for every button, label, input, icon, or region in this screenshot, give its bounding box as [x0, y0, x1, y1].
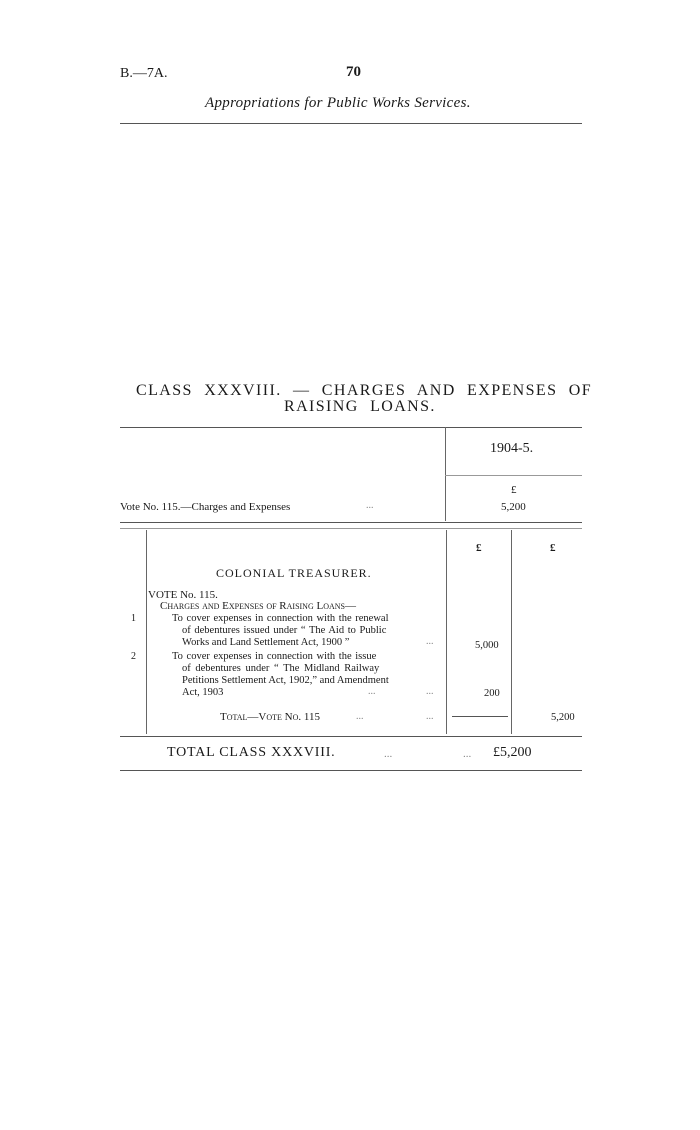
detail-amount-divider-1	[446, 530, 447, 734]
item-1-number: 1	[131, 613, 136, 624]
summary-amount: 5,200	[501, 501, 526, 513]
grand-total-amount: £5,200	[493, 745, 532, 760]
summary-currency: £	[511, 484, 517, 496]
class-title-line-2: RAISING LOANS.	[284, 398, 436, 415]
document-reference: B.—7A.	[120, 66, 168, 81]
item-2-leader: ...	[368, 686, 376, 697]
detail-amount-divider-2	[511, 530, 512, 734]
vote-heading: VOTE No. 115.	[148, 589, 218, 601]
item-2-amount: 200	[484, 688, 500, 699]
summary-top-rule	[120, 427, 582, 428]
detail-top-rule	[120, 528, 582, 529]
summary-year-rule	[445, 475, 582, 476]
header-rule	[120, 123, 582, 124]
grand-total-leader-1: ...	[384, 748, 393, 760]
vote-total-rule	[452, 716, 508, 717]
vote-total-leader: ...	[356, 711, 364, 722]
detail-left-border	[146, 530, 147, 734]
summary-leader: ...	[366, 500, 374, 511]
department-heading: COLONIAL TREASURER.	[216, 566, 372, 580]
item-1-line-2: of debentures issued under “ The Aid to Public	[182, 625, 387, 636]
grand-total-rule	[120, 770, 582, 771]
vote-total-amount: 5,200	[551, 712, 575, 723]
vote-total-label: Total—Vote No. 115	[220, 711, 320, 723]
detail-currency-col-1: £	[476, 542, 482, 554]
item-2-line-2: of debentures under “ The Midland Railway	[182, 663, 380, 674]
running-title: Appropriations for Public Works Services.	[205, 95, 471, 111]
item-1-amount: 5,000	[475, 640, 499, 651]
item-2-line-3: Petitions Settlement Act, 1902,” and Amendment	[182, 675, 389, 686]
item-2-leader-2: ...	[426, 686, 434, 697]
class-title-line-1: CLASS XXXVIII. — CHARGES AND EXPENSES OF	[136, 382, 593, 399]
item-1-leader: ...	[426, 636, 434, 647]
item-1-line-1: To cover expenses in connection with the renewal	[172, 613, 389, 624]
detail-bottom-rule	[120, 736, 582, 737]
item-2-number: 2	[131, 651, 136, 662]
vote-total-leader-2: ...	[426, 711, 434, 722]
detail-currency-col-2: £	[550, 542, 556, 554]
summary-year-heading: 1904-5.	[490, 441, 534, 456]
item-2-line-1: To cover expenses in connection with the issue	[172, 651, 377, 662]
item-1-line-3: Works and Land Settlement Act, 1900 ”	[182, 637, 350, 648]
vote-subhead: Charges and Expenses of Raising Loans—	[160, 600, 356, 612]
grand-total-label: TOTAL CLASS XXXVIII.	[167, 745, 336, 760]
summary-column-divider	[445, 427, 446, 521]
summary-vote-label: Vote No. 115.—Charges and Expenses	[120, 501, 291, 513]
item-2-line-4: Act, 1903	[182, 687, 224, 698]
page-number: 70	[346, 64, 361, 80]
grand-total-leader-2: ...	[463, 748, 472, 760]
summary-bottom-rule	[120, 522, 582, 523]
